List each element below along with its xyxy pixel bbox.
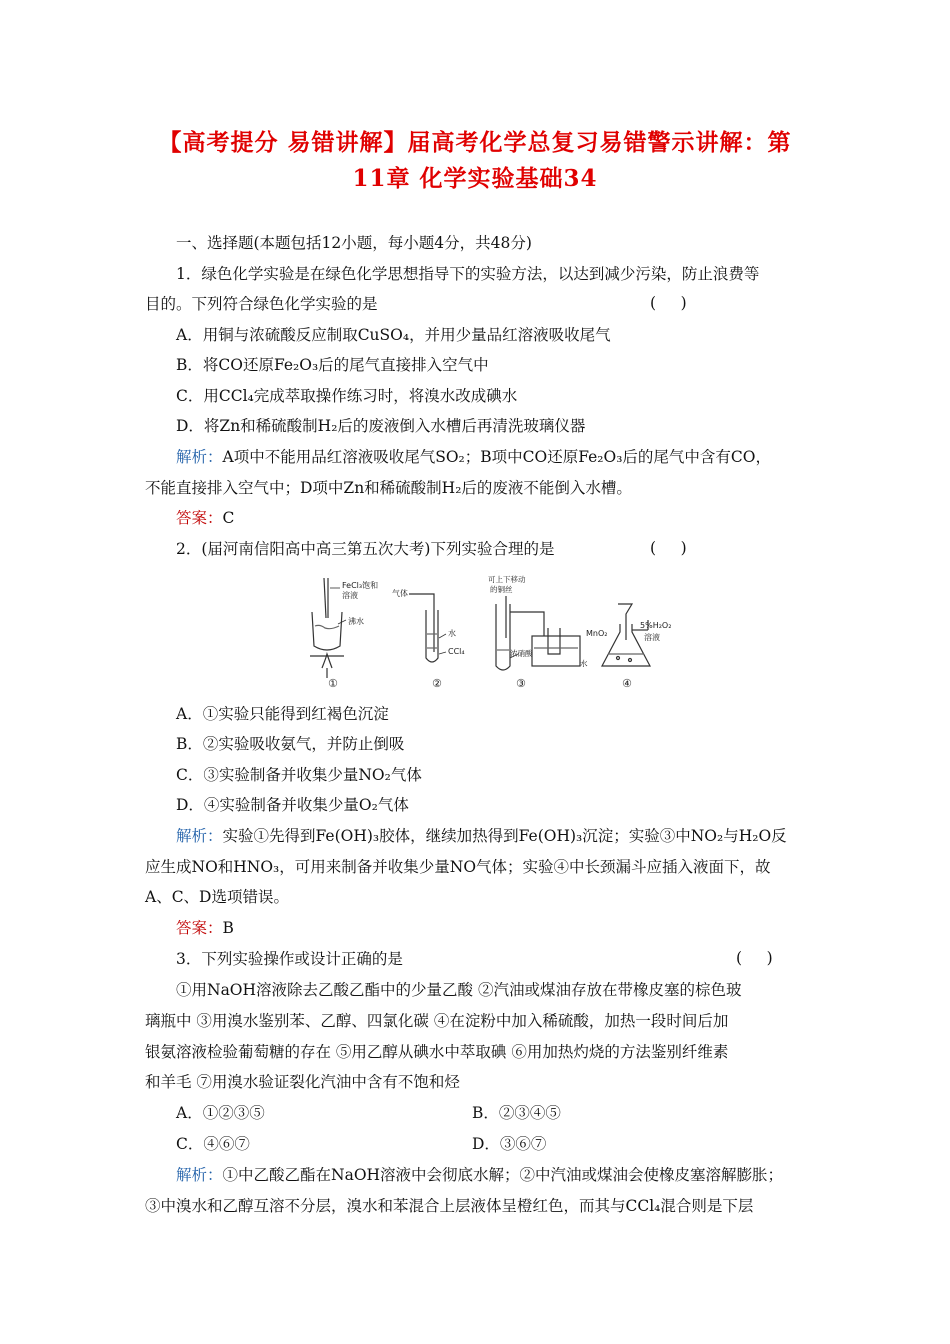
q1-answer-value: C — [222, 509, 235, 527]
experiment-apparatus-figure — [296, 574, 688, 694]
page-title-line2: 11章 化学实验基础34 — [352, 165, 598, 192]
q1-analysis-label: 解析： — [176, 448, 223, 466]
apparatus-4-conical-flask — [602, 604, 650, 666]
q1-stem-line2: 目的。下列符合绿色化学实验的是 — [145, 295, 378, 313]
fig-label-fecl3: FeCl₃饱和 — [342, 581, 379, 590]
q1-analysis-line2: 不能直接排入空气中；D项中Zn和稀硫酸制H₂后的废液不能倒入水槽。 — [145, 479, 632, 497]
q2-option-a: A．①实验只能得到红褐色沉淀 — [176, 705, 389, 723]
q1-option-d: D．将Zn和稀硫酸制H₂后的废液倒入水槽后再清洗玻璃仪器 — [176, 417, 586, 435]
apparatus-3-copper-wire-reaction — [496, 596, 580, 670]
fig-label-gas: 气体 — [392, 589, 408, 598]
q2-analysis-line1 — [176, 826, 787, 846]
q2-stem: 2．(届河南信阳高中高三第五次大考)下列实验合理的是 — [176, 540, 555, 558]
fig-label-copper-wire: 的铜丝 — [490, 585, 513, 594]
q1-option-b: B．将CO还原Fe₂O₃后的尾气直接排入空气中 — [176, 356, 489, 374]
fig-number-2: ② — [432, 677, 442, 690]
fig-number-4: ④ — [622, 677, 632, 690]
q3-body-line1: ①用NaOH溶液除去乙酸乙酯中的少量乙酸 ②汽油或煤油存放在带橡皮塞的棕色玻 — [176, 981, 742, 999]
q2-analysis-line3: A、C、D选项错误。 — [145, 888, 289, 906]
fig-number-1: ① — [328, 677, 338, 690]
q2-option-c: C．③实验制备并收集少量NO₂气体 — [176, 766, 422, 784]
q1-analysis-text1: A项中不能用品红溶液吸收尾气SO₂；B项中CO还原Fe₂O₃后的尾气中含有CO， — [222, 448, 771, 466]
fig-label-h2o2: 5%H₂O₂ — [640, 621, 672, 630]
q3-stem: 3．下列实验操作或设计正确的是 — [176, 950, 403, 968]
q2-answer-paren: ( ) — [650, 539, 687, 557]
q1-answer-label: 答案： — [176, 509, 223, 527]
q2-analysis-label: 解析： — [176, 827, 223, 845]
section-heading: 一、选择题(本题包括12小题，每小题4分，共48分) — [176, 234, 532, 252]
q2-analysis-text1: 实验①先得到Fe(OH)₃胶体，继续加热得到Fe(OH)₃沉淀；实验③中NO₂与H₂O反 — [222, 827, 787, 845]
fig-label-solution: 溶液 — [342, 591, 358, 600]
q1-option-a: A．用铜与浓硫酸反应制取CuSO₄，并用少量品红溶液吸收尾气 — [176, 326, 611, 344]
apparatus-1-heating-beaker — [310, 578, 346, 678]
apparatus-2-gas-absorption-tube — [409, 594, 446, 662]
q3-body-line4: 和羊毛 ⑦用溴水验证裂化汽油中含有不饱和烃 — [145, 1073, 460, 1091]
page-title-line1: 【高考提分 易错讲解】届高考化学总复习易错警示讲解：第 — [158, 129, 792, 156]
q2-answer-label: 答案： — [176, 919, 223, 937]
fig-label-movable: 可上下移动 — [488, 575, 526, 584]
q2-analysis-line2: 应生成NO和HNO₃，可用来制备并收集少量NO气体；实验④中长颈漏斗应插入液面下，故 — [145, 858, 771, 876]
q3-option-d: D．③⑥⑦ — [472, 1135, 547, 1153]
q1-analysis-line1 — [176, 447, 771, 467]
q3-body-line3: 银氨溶液检验葡萄糖的存在 ⑤用乙醇从碘水中萃取碘 ⑥用加热灼烧的方法鉴别纤维素 — [145, 1043, 729, 1061]
q1-stem-line1: 1．绿色化学实验是在绿色化学思想指导下的实验方法，以达到减少污染，防止浪费等 — [176, 265, 760, 283]
q3-analysis-text1: ①中乙酸乙酯在NaOH溶液中会彻底水解；②中汽油或煤油会使橡皮塞溶解膨胀； — [222, 1166, 784, 1184]
q3-analysis-line2: ③中溴水和乙醇互溶不分层，溴水和苯混合上层液体呈橙红色，而其与CCl₄混合则是下层 — [145, 1197, 754, 1215]
fig-label-mno2: MnO₂ — [586, 629, 608, 638]
fig-label-water: 水 — [448, 629, 456, 638]
q2-answer-value: B — [222, 919, 234, 937]
q3-option-a: A．①②③⑤ — [176, 1104, 265, 1122]
q1-option-c: C．用CCl₄完成萃取操作练习时，将溴水改成碘水 — [176, 387, 518, 405]
q1-answer-line — [176, 508, 234, 528]
fig-label-boiling-water: 沸水 — [348, 617, 364, 626]
q2-option-b: B．②实验吸收氨气，并防止倒吸 — [176, 735, 405, 753]
q3-option-c: C．④⑥⑦ — [176, 1135, 250, 1153]
fig-label-conc-nitric-acid: 浓硝酸 — [510, 649, 533, 658]
q2-option-d: D．④实验制备并收集少量O₂气体 — [176, 796, 409, 814]
q3-body-line2: 璃瓶中 ③用溴水鉴别苯、乙醇、四氯化碳 ④在淀粉中加入稀硫酸，加热一段时间后加 — [145, 1012, 729, 1030]
q1-answer-paren: ( ) — [650, 294, 687, 312]
q3-answer-paren: ( ) — [736, 949, 773, 967]
q3-analysis-label: 解析： — [176, 1166, 223, 1184]
fig-label-trough-water: 水 — [580, 659, 588, 668]
fig-number-3: ③ — [516, 677, 526, 690]
q3-option-b: B．②③④⑤ — [472, 1104, 561, 1122]
q3-analysis-line1 — [176, 1165, 783, 1185]
q2-answer-line — [176, 918, 234, 938]
fig-label-h2o2-solution: 溶液 — [644, 633, 660, 642]
fig-label-ccl4: CCl₄ — [448, 647, 465, 656]
